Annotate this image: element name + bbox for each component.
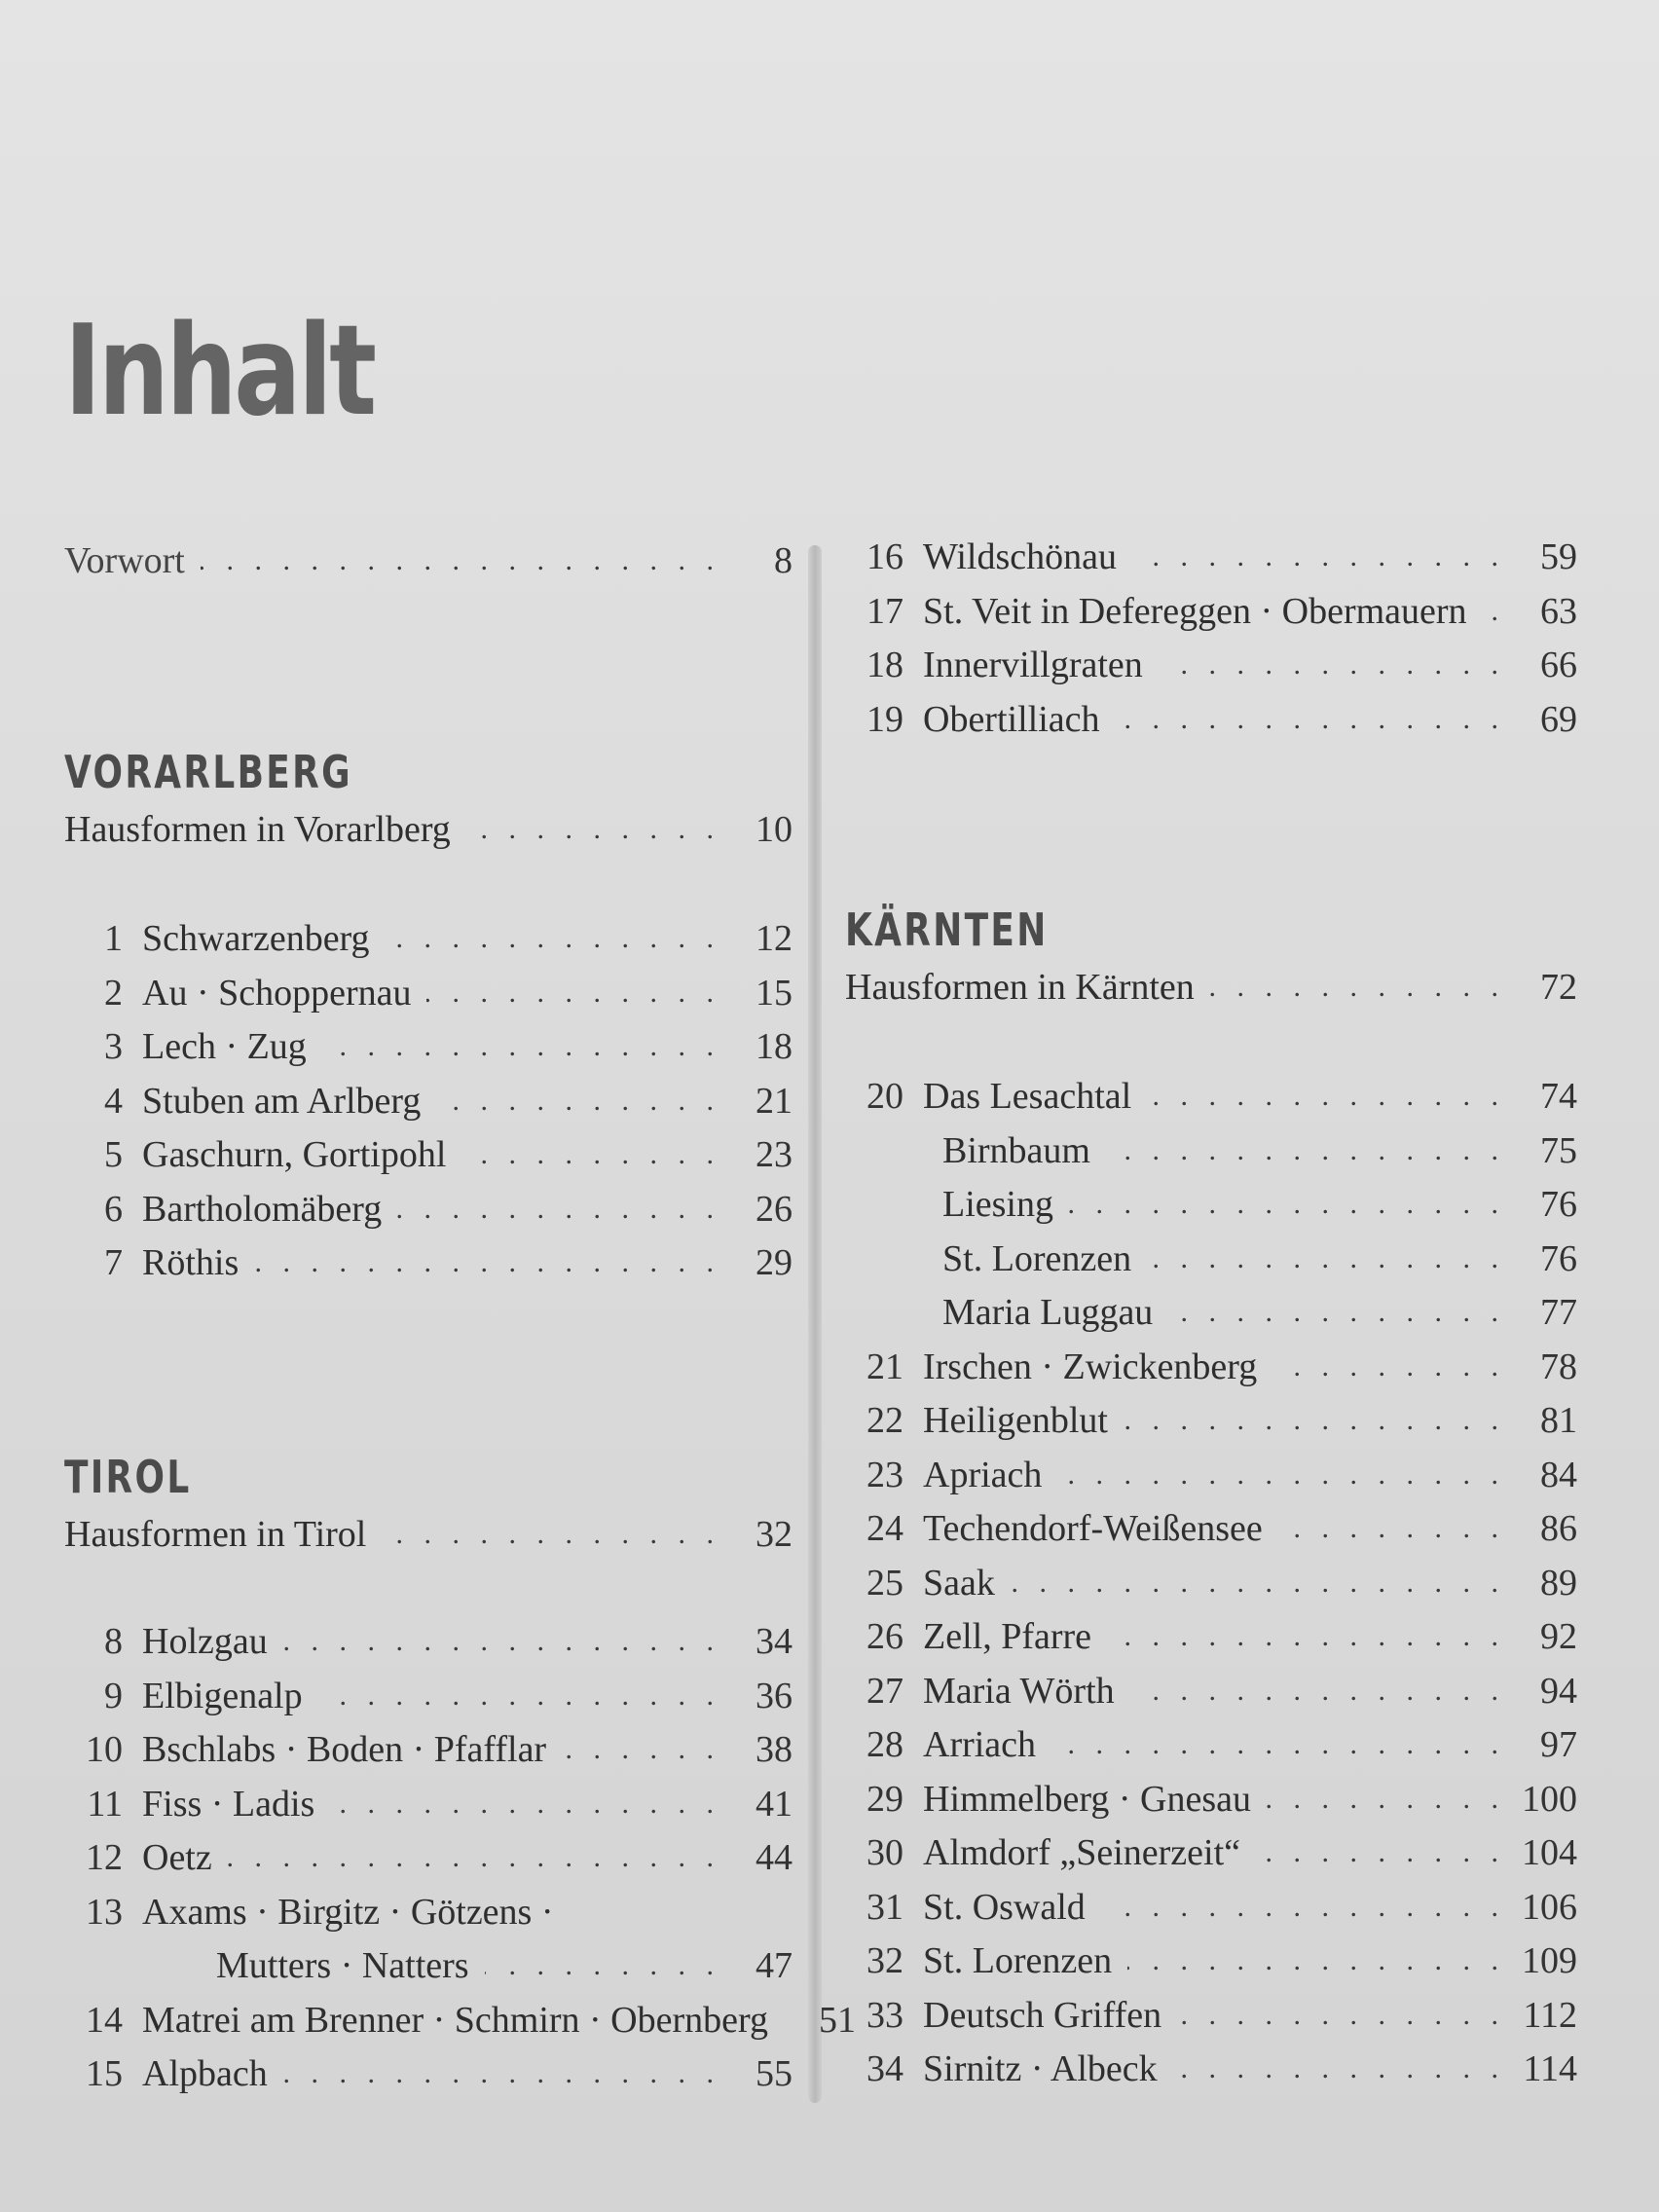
entry-page: 94 bbox=[1540, 1670, 1577, 1712]
toc-entry[interactable] bbox=[64, 1724, 793, 1775]
toc-entry[interactable] bbox=[64, 1237, 793, 1288]
entry-page: 59 bbox=[1540, 536, 1577, 577]
dot-leader bbox=[1278, 1503, 1505, 1554]
toc-right-column bbox=[845, 0, 1577, 2212]
toc-entry[interactable] bbox=[845, 1125, 1577, 1176]
entry-page: 41 bbox=[756, 1783, 793, 1825]
entry-page: 77 bbox=[1540, 1292, 1577, 1333]
entry-label: Oetz bbox=[142, 1837, 212, 1878]
entry-label: Au · Schoppernau bbox=[142, 972, 412, 1014]
entry-number: 9 bbox=[104, 1675, 123, 1716]
entry-number: 32 bbox=[866, 1940, 903, 1981]
entry-page: 100 bbox=[1522, 1778, 1577, 1820]
dot-leader bbox=[562, 1724, 720, 1775]
entry-label: Axams · Birgitz · Götzens · bbox=[142, 1891, 554, 1933]
entry-label: Wildschönau bbox=[923, 536, 1117, 577]
toc-entry[interactable] bbox=[845, 1395, 1577, 1446]
toc-entry[interactable] bbox=[64, 913, 793, 964]
entry-number: 30 bbox=[866, 1832, 903, 1873]
entry-label: Obertilliach bbox=[923, 698, 1100, 740]
dot-leader bbox=[330, 1779, 720, 1829]
entry-label: Hausformen in Kärnten bbox=[845, 967, 1195, 1008]
toc-entry[interactable] bbox=[845, 1287, 1577, 1338]
entry-label: Arriach bbox=[923, 1724, 1037, 1765]
entry-page: 76 bbox=[1540, 1237, 1577, 1279]
dot-leader bbox=[1124, 1395, 1505, 1446]
dot-leader bbox=[1159, 640, 1505, 690]
entry-page: 21 bbox=[756, 1080, 793, 1122]
entry-number: 1 bbox=[104, 918, 123, 959]
entry-page: 76 bbox=[1540, 1184, 1577, 1225]
entry-number: 3 bbox=[104, 1026, 123, 1067]
dot-leader bbox=[1147, 1234, 1505, 1284]
dot-leader bbox=[466, 804, 720, 855]
entry-page: 106 bbox=[1522, 1886, 1577, 1928]
column-divider bbox=[808, 545, 822, 2103]
entry-page: 89 bbox=[1540, 1562, 1577, 1604]
dot-leader bbox=[322, 1021, 720, 1072]
section-heading-tirol: TIROL bbox=[64, 1451, 192, 1503]
dot-leader bbox=[1051, 1719, 1505, 1770]
entry-page: 74 bbox=[1540, 1076, 1577, 1117]
dot-leader bbox=[1115, 694, 1505, 745]
entry-number: 25 bbox=[866, 1562, 903, 1604]
entry-label: Lech · Zug bbox=[142, 1026, 307, 1067]
entry-label: Zell, Pfarre bbox=[923, 1616, 1092, 1657]
toc-entry[interactable] bbox=[845, 1234, 1577, 1284]
dot-leader bbox=[1132, 532, 1505, 582]
dot-leader bbox=[1177, 1990, 1505, 2041]
entry-number: 4 bbox=[104, 1080, 123, 1122]
toc-entry[interactable] bbox=[64, 1995, 856, 2046]
entry-page: 38 bbox=[756, 1729, 793, 1770]
toc-entry[interactable] bbox=[845, 1936, 1577, 1986]
entry-label: Schwarzenberg bbox=[142, 918, 370, 959]
toc-entry[interactable] bbox=[845, 1774, 1577, 1825]
entry-page: 92 bbox=[1540, 1616, 1577, 1657]
entry-page: 26 bbox=[756, 1188, 793, 1230]
entry-number: 17 bbox=[866, 590, 903, 632]
entry-page: 47 bbox=[756, 1945, 793, 1986]
dot-leader bbox=[283, 2048, 720, 2099]
toc-entry[interactable] bbox=[845, 1882, 1577, 1933]
toc-entry-intro[interactable] bbox=[64, 804, 793, 855]
entry-label: Das Lesachtal bbox=[923, 1076, 1132, 1117]
toc-entry[interactable] bbox=[845, 1342, 1577, 1392]
entry-label: Bartholomäberg bbox=[142, 1188, 383, 1230]
toc-entry[interactable] bbox=[845, 532, 1577, 582]
dot-leader bbox=[228, 1832, 720, 1883]
entry-number: 13 bbox=[86, 1891, 123, 1933]
toc-entry[interactable] bbox=[64, 1671, 793, 1721]
entry-page: 36 bbox=[756, 1675, 793, 1716]
dot-leader bbox=[1168, 1287, 1505, 1338]
entry-label: Alpbach bbox=[142, 2053, 268, 2094]
toc-entry[interactable] bbox=[845, 1071, 1577, 1122]
entry-page: 66 bbox=[1540, 645, 1577, 685]
toc-entry[interactable] bbox=[845, 586, 1577, 637]
entry-number: 10 bbox=[86, 1729, 123, 1770]
page-title: Inhalt bbox=[64, 299, 374, 444]
dot-leader bbox=[382, 1509, 720, 1560]
entry-page: 51 bbox=[818, 1999, 856, 2041]
entry-page: 97 bbox=[1540, 1724, 1577, 1765]
entry-number: 23 bbox=[866, 1454, 903, 1495]
entry-label: Deutsch Griffen bbox=[923, 1994, 1162, 2036]
entry-label: Stuben am Arlberg bbox=[142, 1080, 422, 1122]
dot-leader bbox=[1210, 962, 1505, 1013]
entry-page: 104 bbox=[1522, 1832, 1577, 1873]
toc-entry[interactable] bbox=[845, 640, 1577, 690]
entry-number: 11 bbox=[87, 1783, 123, 1825]
entry-label: Himmelberg · Gnesau bbox=[923, 1778, 1251, 1820]
entry-page: 23 bbox=[756, 1134, 793, 1175]
toc-entry[interactable] bbox=[845, 1503, 1577, 1554]
toc-entry[interactable] bbox=[64, 1076, 793, 1126]
dot-leader bbox=[318, 1671, 720, 1721]
entry-label: Röthis bbox=[142, 1242, 240, 1283]
dot-leader bbox=[1127, 1936, 1505, 1986]
entry-page: 10 bbox=[756, 809, 793, 850]
toc-entry[interactable] bbox=[64, 1616, 793, 1667]
entry-number: 18 bbox=[866, 645, 903, 685]
dot-leader bbox=[397, 1184, 720, 1235]
toc-entry[interactable] bbox=[64, 1779, 793, 1829]
entry-label: St. Veit in Defereggen · Obermauern bbox=[923, 590, 1467, 632]
dot-leader bbox=[1106, 1125, 1505, 1176]
dot-leader bbox=[1011, 1558, 1505, 1608]
dot-leader bbox=[283, 1616, 720, 1667]
toc-entry[interactable] bbox=[845, 694, 1577, 745]
entry-number: 28 bbox=[866, 1724, 903, 1765]
toc-entry[interactable] bbox=[64, 1887, 793, 1937]
entry-label: Techendorf-Weißensee bbox=[923, 1508, 1263, 1549]
toc-entry[interactable] bbox=[64, 1832, 793, 1883]
entry-label: Almdorf „Seinerzeit“ bbox=[923, 1832, 1241, 1873]
entry-label: Liesing bbox=[942, 1184, 1053, 1225]
entry-number: 31 bbox=[866, 1886, 903, 1928]
entry-page: 29 bbox=[756, 1242, 793, 1283]
entry-label: Hausformen in Tirol bbox=[64, 1514, 367, 1555]
entry-number: 22 bbox=[866, 1400, 903, 1441]
entry-label: Vorwort bbox=[64, 540, 185, 581]
dot-leader bbox=[1107, 1611, 1505, 1662]
toc-entry-continuation[interactable] bbox=[64, 1940, 793, 1991]
entry-label: St. Oswald bbox=[923, 1886, 1086, 1928]
toc-entry[interactable] bbox=[845, 2044, 1577, 2094]
entry-label: Sirnitz · Albeck bbox=[923, 2048, 1158, 2089]
entry-label: Holzgau bbox=[142, 1621, 268, 1662]
dot-leader bbox=[201, 535, 720, 586]
toc-entry-intro[interactable] bbox=[845, 962, 1577, 1013]
toc-left-column bbox=[64, 0, 856, 2212]
entry-label: Matrei am Brenner · Schmirn · Obernberg bbox=[142, 1999, 768, 2041]
entry-label: St. Lorenzen bbox=[923, 1940, 1113, 1981]
toc-entry-intro[interactable] bbox=[64, 1509, 793, 1560]
entry-number: 19 bbox=[866, 698, 903, 740]
toc-entry[interactable] bbox=[845, 1179, 1577, 1230]
dot-leader bbox=[1130, 1666, 1505, 1716]
entry-number: 33 bbox=[866, 1994, 903, 2036]
entry-number: 6 bbox=[104, 1188, 123, 1230]
section-heading-vorarlberg: VORARLBERG bbox=[64, 746, 352, 798]
entry-page: 75 bbox=[1540, 1129, 1577, 1171]
dot-leader bbox=[1173, 2044, 1505, 2094]
entry-number: 29 bbox=[866, 1778, 903, 1820]
entry-number: 21 bbox=[866, 1346, 903, 1387]
dot-leader bbox=[1256, 1827, 1505, 1878]
toc-entry[interactable] bbox=[845, 1666, 1577, 1716]
entry-label: Maria Wörth bbox=[923, 1670, 1115, 1712]
dot-leader bbox=[1267, 1774, 1505, 1825]
entry-page: 63 bbox=[1540, 590, 1577, 632]
toc-entry-vorwort[interactable] bbox=[64, 535, 793, 586]
entry-page: 78 bbox=[1540, 1346, 1577, 1387]
dot-leader bbox=[254, 1237, 720, 1288]
entry-number: 14 bbox=[86, 1999, 123, 2041]
entry-number: 20 bbox=[866, 1076, 903, 1117]
entry-label: Birnbaum bbox=[942, 1129, 1090, 1171]
entry-page: 84 bbox=[1540, 1454, 1577, 1495]
entry-page: 32 bbox=[756, 1514, 793, 1555]
entry-number: 16 bbox=[866, 536, 903, 577]
entry-number: 12 bbox=[86, 1837, 123, 1878]
entry-page: 114 bbox=[1523, 2048, 1577, 2089]
entry-page: 109 bbox=[1522, 1940, 1577, 1981]
toc-entry[interactable] bbox=[64, 1021, 793, 1072]
toc-entry[interactable] bbox=[64, 1184, 793, 1235]
entry-page: 69 bbox=[1540, 698, 1577, 740]
entry-number: 34 bbox=[866, 2048, 903, 2089]
entry-page: 112 bbox=[1523, 1994, 1577, 2036]
toc-entry[interactable] bbox=[845, 1990, 1577, 2041]
entry-number: 26 bbox=[866, 1616, 903, 1657]
toc-entry[interactable] bbox=[64, 2048, 793, 2099]
entry-page: 34 bbox=[756, 1621, 793, 1662]
entry-page: 86 bbox=[1540, 1508, 1577, 1549]
entry-label: Bschlabs · Boden · Pfafflar bbox=[142, 1729, 547, 1770]
entry-label: Irschen · Zwickenberg bbox=[923, 1346, 1258, 1387]
entry-label: Hausformen in Vorarlberg bbox=[64, 809, 451, 850]
entry-label: Innervillgraten bbox=[923, 645, 1143, 685]
dot-leader bbox=[485, 1940, 720, 1991]
entry-page: 15 bbox=[756, 972, 793, 1014]
dot-leader bbox=[1069, 1179, 1505, 1230]
entry-label: Fiss · Ladis bbox=[142, 1783, 315, 1825]
dot-leader bbox=[461, 1129, 720, 1180]
entry-label: Gaschurn, Gortipohl bbox=[142, 1134, 447, 1175]
toc-entry[interactable] bbox=[845, 1450, 1577, 1500]
entry-label: Apriach bbox=[923, 1454, 1043, 1495]
entry-number: 24 bbox=[866, 1508, 903, 1549]
entry-page: 44 bbox=[756, 1837, 793, 1878]
entry-label: Saak bbox=[923, 1562, 995, 1604]
dot-leader bbox=[1272, 1342, 1505, 1392]
entry-label: Maria Luggau bbox=[942, 1292, 1154, 1333]
entry-number: 7 bbox=[104, 1242, 123, 1283]
entry-label: Mutters · Natters bbox=[216, 1945, 469, 1986]
dot-leader bbox=[1057, 1450, 1505, 1500]
entry-page: 72 bbox=[1540, 967, 1577, 1008]
dot-leader bbox=[426, 968, 720, 1018]
dot-leader bbox=[1147, 1071, 1505, 1122]
toc-entry[interactable] bbox=[64, 1129, 793, 1180]
toc-entry[interactable] bbox=[845, 1558, 1577, 1608]
entry-number: 27 bbox=[866, 1670, 903, 1712]
entry-label: Elbigenalp bbox=[142, 1675, 303, 1716]
dot-leader bbox=[1101, 1882, 1505, 1933]
dot-leader bbox=[436, 1076, 720, 1126]
entry-page: 81 bbox=[1540, 1400, 1577, 1441]
entry-page: 12 bbox=[756, 918, 793, 959]
entry-number: 2 bbox=[104, 972, 123, 1014]
section-heading-kaernten: KÄRNTEN bbox=[845, 903, 1049, 956]
dot-leader bbox=[386, 913, 720, 964]
dot-leader bbox=[1483, 586, 1505, 637]
entry-page: 8 bbox=[774, 540, 793, 581]
entry-page: 18 bbox=[756, 1026, 793, 1067]
entry-number: 8 bbox=[104, 1621, 123, 1662]
entry-number: 15 bbox=[86, 2053, 123, 2094]
entry-label: St. Lorenzen bbox=[942, 1237, 1132, 1279]
toc-entry[interactable] bbox=[845, 1719, 1577, 1770]
toc-entry[interactable] bbox=[64, 968, 793, 1018]
entry-page: 55 bbox=[756, 2053, 793, 2094]
toc-entry[interactable] bbox=[845, 1611, 1577, 1662]
entry-label: Heiligenblut bbox=[923, 1400, 1108, 1441]
entry-number: 5 bbox=[104, 1134, 123, 1175]
toc-entry[interactable] bbox=[845, 1827, 1577, 1878]
